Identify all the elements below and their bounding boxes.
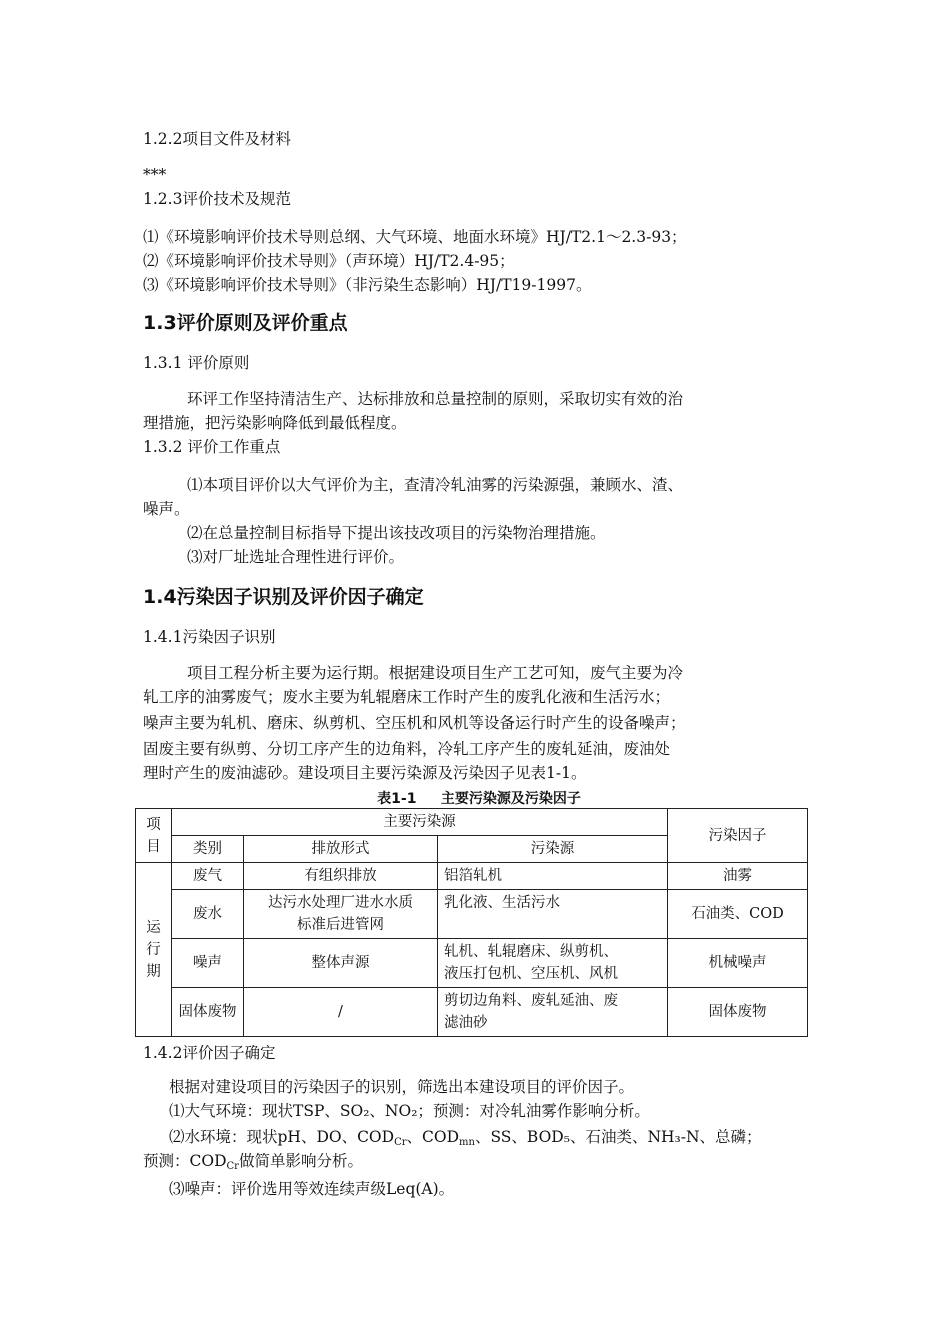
paragraph-1-4-2-line-5: ⑶噪声：评价选用等效连续声级Leq(A)。 xyxy=(169,1180,455,1198)
cell-source-line-2: 滤油砂 xyxy=(444,1015,488,1031)
paragraph-1-4-2-line-1: 根据对建设项目的污染因子的识别，筛选出本建设项目的评价因子。 xyxy=(169,1078,635,1096)
paragraph-1-4-2-line-4: 预测：$COD_{Cr}$做简单影响分析。 xyxy=(143,1152,363,1172)
cell-type: 废气 xyxy=(172,863,244,890)
paragraph-1-3-1-line-2: 理措施，把污染影响降低到最低程度。 xyxy=(143,414,407,432)
cell-mode-line-2: 标准后进管网 xyxy=(297,917,384,933)
placeholder-stars: *** xyxy=(143,166,167,184)
paragraph-1-4-1-line-5: 理时产生的废油滤砂。建设项目主要污染源及污染因子见表1-1。 xyxy=(143,764,587,782)
period-char-3: 期 xyxy=(146,963,161,980)
cell-factor: 固体废物 xyxy=(668,988,808,1037)
header-item-char-1: 项 xyxy=(146,816,161,833)
period-cell xyxy=(136,863,172,1037)
cell-source-line-1: 剪切边角料、废轧延油、废 xyxy=(444,993,618,1009)
reference-3: ⑶《环境影响评价技术导则》（非污染生态影响）HJ/T19-1997。 xyxy=(143,276,592,294)
cell-source: 乳化液、生活污水 xyxy=(438,890,668,939)
cell-mode: 整体声源 xyxy=(244,939,438,988)
reference-2: ⑵《环境影响评价技术导则》（声环境）HJ/T2.4-95； xyxy=(143,252,515,270)
cell-factor: 油雾 xyxy=(668,863,808,890)
cell-mode xyxy=(244,890,438,939)
cell-type: 废水 xyxy=(172,890,244,939)
paragraph-1-4-1-line-4: 固废主要有纵剪、分切工序产生的边角料，冷轧工序产生的废轧延油，废油处 xyxy=(143,740,671,758)
paragraph-1-3-2-line-3: ⑵在总量控制目标指导下提出该技改项目的污染物治理措施。 xyxy=(187,524,606,542)
paragraph-1-4-1-line-2: 轧工序的油雾废气；废水主要为轧辊磨床工作时产生的废乳化液和生活污水； xyxy=(143,688,671,706)
cell-type: 噪声 xyxy=(172,939,244,988)
table-caption: 表1-1 主要污染源及污染因子 xyxy=(377,791,581,807)
section-1-3-1-heading: 1.3.1 评价原则 xyxy=(143,354,250,372)
table-row xyxy=(136,890,808,939)
cell-mode: / xyxy=(244,988,438,1037)
cell-mode-line-1: 达污水处理厂进水水质 xyxy=(268,895,413,911)
cell-source: 铝箔轧机 xyxy=(438,863,668,890)
header-source: 污染源 xyxy=(438,836,668,863)
header-item xyxy=(136,809,172,863)
paragraph-1-3-1-line-1: 环评工作坚持清洁生产、达标排放和总量控制的原则，采取切实有效的治 xyxy=(187,390,684,408)
cell-source xyxy=(438,988,668,1037)
section-1-4-title: 1.4污染因子识别及评价因子确定 xyxy=(143,586,424,608)
paragraph-1-3-2-line-4: ⑶对厂址选址合理性进行评价。 xyxy=(187,548,405,566)
section-1-4-2-heading: 1.4.2评价因子确定 xyxy=(143,1044,276,1062)
cell-factor: 机械噪声 xyxy=(668,939,808,988)
cell-factor: 石油类、COD xyxy=(668,890,808,939)
section-1-2-3-heading: 1.2.3评价技术及规范 xyxy=(143,190,291,208)
paragraph-1-3-2-line-2: 噪声。 xyxy=(143,500,190,518)
reference-1: ⑴《环境影响评价技术导则总纲、大气环境、地面水环境》HJ/T2.1～2.3-93； xyxy=(143,228,687,246)
header-main-source: 主要污染源 xyxy=(172,809,668,836)
cell-type: 固体废物 xyxy=(172,988,244,1037)
paragraph-1-4-1-line-3: 噪声主要为轧机、磨床、纵剪机、空压机和风机等设备运行时产生的设备噪声； xyxy=(143,714,686,732)
paragraph-1-4-1-line-1: 项目工程分析主要为运行期。根据建设项目生产工艺可知，废气主要为冷 xyxy=(187,664,684,682)
period-char-2: 行 xyxy=(146,941,161,958)
table-row xyxy=(136,939,808,988)
cell-mode: 有组织排放 xyxy=(244,863,438,890)
header-factor: 污染因子 xyxy=(668,809,808,863)
section-1-2-2-heading: 1.2.2项目文件及材料 xyxy=(143,130,291,148)
header-mode: 排放形式 xyxy=(244,836,438,863)
paragraph-1-4-2-line-2: ⑴大气环境：现状TSP、SO₂、NO₂；预测：对冷轧油雾作影响分析。 xyxy=(169,1102,650,1120)
header-type: 类别 xyxy=(172,836,244,863)
section-1-3-title: 1.3评价原则及评价重点 xyxy=(143,312,348,334)
section-1-4-1-heading: 1.4.1污染因子识别 xyxy=(143,628,276,646)
cell-source-line-1: 轧机、轧辊磨床、纵剪机、 xyxy=(444,944,618,960)
paragraph-1-4-2-line-3: ⑵水环境：现状pH、DO、$COD_{Cr}$、$COD_{mn}$、SS、BOD₅、石油类、NH₃-N、总磷； xyxy=(169,1128,762,1148)
pollution-source-table xyxy=(135,808,808,1037)
table-row xyxy=(136,988,808,1037)
table-header-row-1 xyxy=(136,809,808,836)
paragraph-1-3-2-line-1: ⑴本项目评价以大气评价为主，查清冷轧油雾的污染源强，兼顾水、渣、 xyxy=(187,476,684,494)
cell-source-line-2: 液压打包机、空压机、风机 xyxy=(444,966,618,982)
header-item-char-2: 目 xyxy=(146,838,161,855)
section-1-3-2-heading: 1.3.2 评价工作重点 xyxy=(143,438,281,456)
period-char-1: 运 xyxy=(146,919,161,936)
table-row xyxy=(136,863,808,890)
cell-source xyxy=(438,939,668,988)
